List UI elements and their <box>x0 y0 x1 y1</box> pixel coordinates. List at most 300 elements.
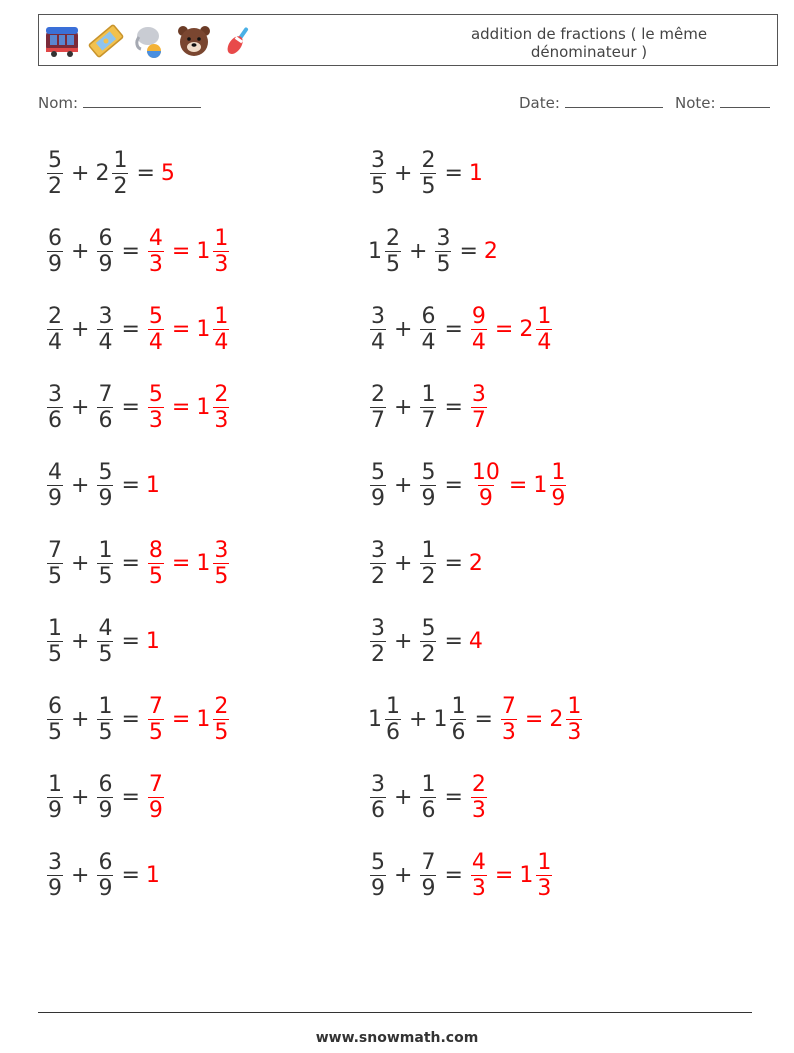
addend-a-denominator: 5 <box>48 641 62 667</box>
addend-a-fraction <box>47 850 63 901</box>
equals-sign: = <box>121 550 140 576</box>
answer-part-fraction <box>471 460 501 511</box>
addend-b-numerator: 1 <box>421 381 436 407</box>
addend-b-numerator: 5 <box>421 459 436 485</box>
answer-equals-sign: = <box>171 706 191 732</box>
equals-sign: = <box>444 316 463 342</box>
answer-part-denominator: 3 <box>148 407 163 433</box>
problem-item <box>45 453 161 517</box>
answer <box>484 239 499 264</box>
answer-part-fraction <box>213 226 229 277</box>
answer-part-fraction <box>471 382 487 433</box>
worksheet-header <box>38 14 778 66</box>
answer-part-fraction <box>536 850 552 901</box>
addend-a-numerator: 3 <box>371 537 385 563</box>
addend-b-numerator: 5 <box>98 459 113 485</box>
answer-part-whole: 4 <box>468 628 483 654</box>
answer-part-denominator: 3 <box>537 875 552 901</box>
answer-part-whole: 2 <box>519 316 534 342</box>
name-blank[interactable] <box>83 93 201 108</box>
footer-divider <box>38 1012 752 1013</box>
addend-b-fraction <box>420 772 436 823</box>
answer-part-numerator: 2 <box>214 381 229 407</box>
answer-part-numerator: 7 <box>148 693 163 719</box>
answer-part-denominator: 5 <box>148 719 163 745</box>
note-label: Note: <box>675 94 716 112</box>
answer-part-denominator: 3 <box>214 407 229 433</box>
answer-part-fraction <box>213 304 229 355</box>
addend-b-fraction <box>97 694 113 745</box>
name-field[interactable] <box>38 93 201 112</box>
answer-part-numerator: 5 <box>148 303 163 329</box>
answer-part-fraction <box>471 850 487 901</box>
addend-a-denominator: 7 <box>371 407 385 433</box>
addend-a-fraction <box>370 304 386 355</box>
answer-part-fraction <box>213 694 229 745</box>
answer-part-fraction <box>471 772 487 823</box>
addend-a-numerator: 5 <box>371 849 385 875</box>
addend-a-denominator: 9 <box>48 251 62 277</box>
addend-b-fraction <box>420 304 436 355</box>
addend-b-fraction <box>97 304 113 355</box>
plus-sign: + <box>394 316 413 342</box>
problem-item <box>45 843 161 907</box>
addend-b-fraction <box>97 772 113 823</box>
problem-item <box>368 453 568 517</box>
addend-b-numerator: 3 <box>436 225 451 251</box>
addend-b-denominator: 2 <box>421 641 436 667</box>
juggling-pin-icon <box>219 22 257 60</box>
addend-a-fraction <box>47 616 63 667</box>
equals-sign: = <box>121 316 140 342</box>
equals-sign: = <box>121 784 140 810</box>
answer-part-whole: 1 <box>196 394 211 420</box>
addend-a-fraction <box>370 382 386 433</box>
elephant-ball-icon <box>131 22 169 60</box>
addend-b-fraction <box>450 694 466 745</box>
plus-sign: + <box>71 550 90 576</box>
addend-a-denominator: 9 <box>48 797 62 823</box>
addend-a-fraction <box>47 382 63 433</box>
equals-sign: = <box>444 784 463 810</box>
addend-b-denominator: 5 <box>98 563 113 589</box>
answer-part-denominator: 9 <box>551 485 566 511</box>
addend-a-fraction <box>47 148 63 199</box>
answer <box>469 772 489 823</box>
answer-part-fraction <box>148 304 164 355</box>
addend-b-numerator: 6 <box>98 771 113 797</box>
answer-part-whole: 2 <box>483 238 498 264</box>
plus-sign: + <box>71 862 90 888</box>
problem-item <box>368 531 484 595</box>
answer-part-numerator: 10 <box>471 459 500 485</box>
addend-b-numerator: 2 <box>421 147 436 173</box>
answer-part-numerator: 4 <box>148 225 163 251</box>
addend-b-numerator: 3 <box>98 303 113 329</box>
answer-part-numerator: 2 <box>214 693 229 719</box>
date-field[interactable] <box>519 93 663 112</box>
addend-a-fraction <box>370 772 386 823</box>
addend-b-denominator: 5 <box>436 251 451 277</box>
addend-b-fraction <box>97 460 113 511</box>
problem-item <box>45 141 176 205</box>
answer-part-whole: 1 <box>196 316 211 342</box>
addend-b-denominator: 9 <box>98 875 113 901</box>
answer-part-fraction <box>148 772 164 823</box>
equals-sign: = <box>121 472 140 498</box>
equals-sign: = <box>121 238 140 264</box>
addend-b-numerator: 1 <box>98 693 113 719</box>
addend-a-denominator: 9 <box>371 875 385 901</box>
addend-a-whole: 1 <box>368 706 382 732</box>
addend-b-fraction <box>420 460 436 511</box>
addend-a-denominator: 6 <box>371 797 385 823</box>
answer-part-numerator: 3 <box>471 381 486 407</box>
addend-a-numerator: 1 <box>48 615 62 641</box>
addend-b-fraction <box>97 616 113 667</box>
addend-a-denominator: 5 <box>371 173 385 199</box>
answer-part-fraction <box>148 538 164 589</box>
addend-a-fraction <box>47 772 63 823</box>
answer-part-whole: 1 <box>145 472 160 498</box>
addend-a-fraction <box>47 694 63 745</box>
equals-sign: = <box>121 394 140 420</box>
problem-item <box>368 609 484 673</box>
addend-b-fraction <box>97 850 113 901</box>
addend-a-numerator: 1 <box>386 693 400 719</box>
equals-sign: = <box>136 160 155 186</box>
problem-item <box>45 765 166 829</box>
answer <box>469 850 554 901</box>
addend-b-fraction <box>97 382 113 433</box>
answer-part-numerator: 1 <box>567 693 582 719</box>
answer-part-whole: 1 <box>196 706 211 732</box>
answer-part-fraction <box>536 304 552 355</box>
tram-car-icon <box>43 22 81 60</box>
addend-a-numerator: 3 <box>371 303 385 329</box>
answer-part-whole: 1 <box>468 160 483 186</box>
addend-a-fraction <box>385 226 401 277</box>
addend-a-numerator: 3 <box>48 381 62 407</box>
answer-part-numerator: 8 <box>148 537 163 563</box>
answer-part-denominator: 3 <box>567 719 582 745</box>
addend-a-numerator: 2 <box>386 225 400 251</box>
answer-part-fraction <box>501 694 517 745</box>
addend-b-numerator: 7 <box>421 849 436 875</box>
addend-b-numerator: 1 <box>421 537 436 563</box>
answer <box>146 304 231 355</box>
addend-b-numerator: 1 <box>113 147 128 173</box>
addend-b-fraction <box>420 538 436 589</box>
problem-item <box>45 687 231 751</box>
addend-b-fraction <box>420 616 436 667</box>
teddy-bear-icon <box>175 22 213 60</box>
plus-sign: + <box>394 472 413 498</box>
answer-equals-sign: = <box>171 238 191 264</box>
addend-b-denominator: 5 <box>98 641 113 667</box>
problem-item <box>368 687 584 751</box>
addend-b-numerator: 1 <box>421 771 436 797</box>
date-label: Date: <box>519 94 560 112</box>
answer-part-denominator: 4 <box>148 329 163 355</box>
problem-item <box>368 843 554 907</box>
plus-sign: + <box>394 628 413 654</box>
plus-sign: + <box>71 472 90 498</box>
addend-a-numerator: 2 <box>48 303 62 329</box>
answer-part-whole: 2 <box>468 550 483 576</box>
addend-a-fraction <box>47 304 63 355</box>
addend-b-numerator: 5 <box>421 615 436 641</box>
plus-sign: + <box>71 316 90 342</box>
addend-a-fraction <box>370 616 386 667</box>
addend-b-denominator: 6 <box>451 719 466 745</box>
answer <box>469 382 489 433</box>
plus-sign: + <box>71 394 90 420</box>
addend-a-numerator: 3 <box>371 147 385 173</box>
answer-part-whole: 1 <box>519 862 534 888</box>
equals-sign: = <box>444 862 463 888</box>
date-blank[interactable] <box>565 93 663 108</box>
answer-part-numerator: 5 <box>148 381 163 407</box>
answer <box>469 460 568 511</box>
answer-equals-sign: = <box>494 316 514 342</box>
addend-b-denominator: 2 <box>421 563 436 589</box>
addend-b-denominator: 4 <box>98 329 113 355</box>
name-label: Nom: <box>38 94 79 112</box>
addend-b-fraction <box>435 226 451 277</box>
answer-part-numerator: 4 <box>471 849 486 875</box>
answer-part-fraction <box>550 460 566 511</box>
answer-equals-sign: = <box>171 316 191 342</box>
addend-b-denominator: 6 <box>98 407 113 433</box>
answer-part-fraction <box>148 226 164 277</box>
worksheet-title: addition de fractions ( le même dénominateur ) <box>470 25 708 61</box>
answer-part-denominator: 4 <box>471 329 486 355</box>
addend-a-fraction <box>47 460 63 511</box>
answer <box>161 161 176 186</box>
addend-a-numerator: 3 <box>371 771 385 797</box>
addend-a-numerator: 3 <box>371 615 385 641</box>
plus-sign: + <box>394 394 413 420</box>
answer <box>146 694 231 745</box>
answer-part-denominator: 3 <box>471 875 486 901</box>
equals-sign: = <box>121 628 140 654</box>
answer-part-denominator: 7 <box>471 407 486 433</box>
addend-b-fraction <box>112 148 128 199</box>
answer <box>146 382 231 433</box>
plus-sign: + <box>394 550 413 576</box>
answer-part-denominator: 5 <box>214 719 229 745</box>
plus-sign: + <box>394 160 413 186</box>
addend-b-whole: 2 <box>95 160 110 186</box>
footer-url: www.snowmath.com <box>315 1030 479 1046</box>
answer-part-denominator: 5 <box>148 563 163 589</box>
answer <box>469 161 484 186</box>
problem-item <box>368 765 489 829</box>
answer-part-numerator: 3 <box>214 537 229 563</box>
addend-a-denominator: 2 <box>371 563 385 589</box>
answer-part-fraction <box>213 382 229 433</box>
addend-b-denominator: 7 <box>421 407 436 433</box>
answer-part-denominator: 4 <box>214 329 229 355</box>
answer-equals-sign: = <box>171 394 191 420</box>
answer <box>469 629 484 654</box>
answer-part-denominator: 9 <box>148 797 163 823</box>
addend-a-denominator: 4 <box>48 329 62 355</box>
equals-sign: = <box>121 706 140 732</box>
answer-equals-sign: = <box>171 550 191 576</box>
equals-sign: = <box>121 862 140 888</box>
problem-item <box>368 297 554 361</box>
plus-sign: + <box>409 706 428 732</box>
answer-part-denominator: 5 <box>214 563 229 589</box>
answer <box>146 772 166 823</box>
answer-part-fraction <box>471 304 487 355</box>
addend-b-fraction <box>420 850 436 901</box>
answer <box>469 304 554 355</box>
answer-part-numerator: 1 <box>214 303 229 329</box>
plus-sign: + <box>394 862 413 888</box>
addend-a-numerator: 2 <box>371 381 385 407</box>
equals-sign: = <box>459 238 478 264</box>
answer-part-fraction <box>566 694 582 745</box>
addend-b-denominator: 5 <box>98 719 113 745</box>
answer-part-numerator: 1 <box>537 303 552 329</box>
answer-part-denominator: 3 <box>214 251 229 277</box>
answer-part-denominator: 3 <box>501 719 516 745</box>
answer <box>146 629 161 654</box>
addend-b-denominator: 9 <box>421 485 436 511</box>
addend-a-fraction <box>370 460 386 511</box>
addend-a-fraction <box>370 148 386 199</box>
answer-equals-sign: = <box>494 862 514 888</box>
addend-a-denominator: 9 <box>371 485 385 511</box>
addend-b-numerator: 6 <box>421 303 436 329</box>
answer-part-whole: 1 <box>196 550 211 576</box>
answer <box>146 473 161 498</box>
addend-a-numerator: 5 <box>48 147 62 173</box>
plus-sign: + <box>71 238 90 264</box>
answer <box>469 551 484 576</box>
answer-part-fraction <box>213 538 229 589</box>
answer-part-numerator: 1 <box>214 225 229 251</box>
addend-a-fraction <box>47 226 63 277</box>
answer <box>146 863 161 888</box>
problem-item <box>45 375 231 439</box>
answer-part-denominator: 9 <box>478 485 493 511</box>
addend-a-denominator: 9 <box>48 485 62 511</box>
problem-item <box>368 219 499 283</box>
addend-a-numerator: 4 <box>48 459 62 485</box>
answer-part-denominator: 3 <box>148 251 163 277</box>
addend-a-denominator: 9 <box>48 875 62 901</box>
addend-b-numerator: 6 <box>98 225 113 251</box>
answer-part-numerator: 7 <box>501 693 516 719</box>
addend-a-denominator: 2 <box>371 641 385 667</box>
plus-sign: + <box>71 628 90 654</box>
plus-sign: + <box>71 160 90 186</box>
answer-part-whole: 1 <box>196 238 211 264</box>
addend-b-numerator: 6 <box>98 849 113 875</box>
equals-sign: = <box>444 628 463 654</box>
answer-equals-sign: = <box>524 706 544 732</box>
addend-b-fraction <box>420 148 436 199</box>
addend-b-denominator: 2 <box>113 173 128 199</box>
equals-sign: = <box>444 472 463 498</box>
problem-item <box>45 609 161 673</box>
plus-sign: + <box>394 784 413 810</box>
addend-a-whole: 1 <box>368 238 382 264</box>
answer-part-whole: 5 <box>160 160 175 186</box>
answer-equals-sign: = <box>508 472 528 498</box>
addend-a-denominator: 4 <box>371 329 385 355</box>
addend-a-denominator: 2 <box>48 173 62 199</box>
addend-a-numerator: 3 <box>48 849 62 875</box>
equals-sign: = <box>474 706 493 732</box>
addend-a-numerator: 7 <box>48 537 62 563</box>
answer-part-numerator: 7 <box>148 771 163 797</box>
problem-item <box>45 297 231 361</box>
answer-part-fraction <box>148 694 164 745</box>
answer-part-whole: 1 <box>145 628 160 654</box>
addend-b-fraction <box>97 538 113 589</box>
answer-part-denominator: 4 <box>537 329 552 355</box>
header-icons <box>43 20 257 62</box>
addend-a-numerator: 5 <box>371 459 385 485</box>
plus-sign: + <box>409 238 428 264</box>
addend-b-denominator: 9 <box>421 875 436 901</box>
equals-sign: = <box>444 550 463 576</box>
addend-a-numerator: 1 <box>48 771 62 797</box>
answer <box>499 694 584 745</box>
note-field[interactable] <box>675 93 770 112</box>
problem-item <box>368 141 484 205</box>
addend-b-denominator: 5 <box>421 173 436 199</box>
addend-a-fraction <box>370 538 386 589</box>
addend-b-numerator: 1 <box>98 537 113 563</box>
plus-sign: + <box>71 784 90 810</box>
addend-a-numerator: 6 <box>48 225 62 251</box>
answer-part-fraction <box>148 382 164 433</box>
addend-b-fraction <box>420 382 436 433</box>
addend-b-numerator: 7 <box>98 381 113 407</box>
addend-a-fraction <box>370 850 386 901</box>
plus-sign: + <box>71 706 90 732</box>
addend-b-denominator: 9 <box>98 485 113 511</box>
answer-part-numerator: 9 <box>471 303 486 329</box>
answer <box>146 226 231 277</box>
answer-part-whole: 2 <box>549 706 564 732</box>
addend-b-numerator: 4 <box>98 615 113 641</box>
addend-a-denominator: 5 <box>386 251 400 277</box>
answer <box>146 538 231 589</box>
addend-b-denominator: 6 <box>421 797 436 823</box>
note-blank[interactable] <box>720 93 770 108</box>
answer-part-whole: 1 <box>145 862 160 888</box>
addend-a-denominator: 5 <box>48 719 62 745</box>
addend-a-numerator: 6 <box>48 693 62 719</box>
problem-item <box>368 375 489 439</box>
addend-a-denominator: 6 <box>48 407 62 433</box>
addend-a-denominator: 5 <box>48 563 62 589</box>
equals-sign: = <box>444 394 463 420</box>
equals-sign: = <box>444 160 463 186</box>
addend-b-numerator: 1 <box>451 693 466 719</box>
addend-b-denominator: 9 <box>98 251 113 277</box>
addend-b-denominator: 4 <box>421 329 436 355</box>
addend-b-fraction <box>97 226 113 277</box>
addend-a-fraction <box>47 538 63 589</box>
